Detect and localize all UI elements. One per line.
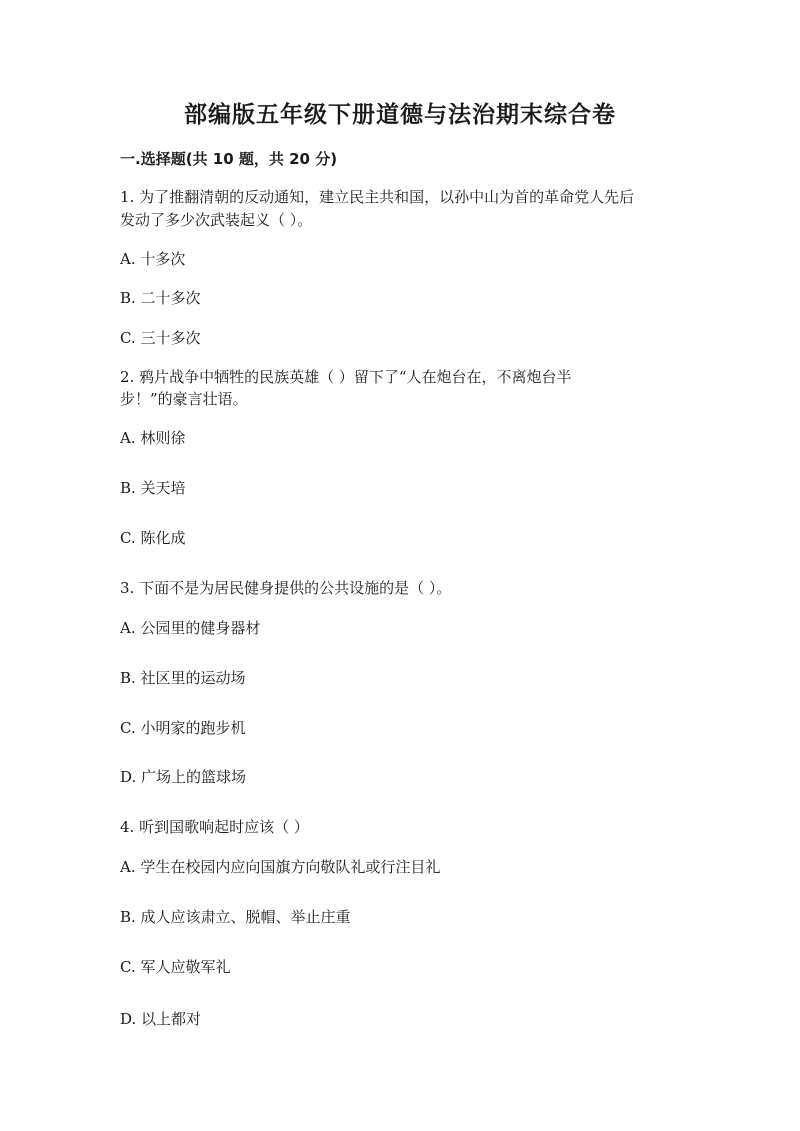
- question-4-option-a: A. 学生在校园内应向国旗方向敬队礼或行注目礼: [120, 858, 441, 876]
- question-1-option-b: B. 二十多次: [120, 289, 201, 307]
- question-4-option-b: B. 成人应该肃立、脱帽、举止庄重: [120, 908, 351, 926]
- question-1-stem-line-1: 1. 为了推翻清朝的反动通知，建立民主共和国，以孙中山为首的革命党人先后: [120, 188, 635, 206]
- question-2-option-b: B. 关天培: [120, 479, 186, 497]
- question-4-option-d: D. 以上都对: [120, 1010, 202, 1028]
- question-3-option-d: D. 广场上的篮球场: [120, 768, 247, 786]
- section-heading: 一.选择题(共 10 题，共 20 分): [120, 150, 338, 168]
- question-1-stem-line-2: 发动了多少次武装起义（ ）。: [120, 211, 313, 229]
- question-1-option-c: C. 三十多次: [120, 329, 201, 347]
- question-2-option-c: C. 陈化成: [120, 529, 186, 547]
- question-2-stem-line-2: 步！”的豪言壮语。: [120, 390, 248, 408]
- question-3-option-c: C. 小明家的跑步机: [120, 719, 246, 737]
- question-2-stem-line-1: 2. 鸦片战争中牺牲的民族英雄（ ）留下了“人在炮台在，不离炮台半: [120, 368, 572, 386]
- question-2-option-a: A. 林则徐: [120, 429, 186, 447]
- question-4-stem: 4. 听到国歌响起时应该（ ）: [120, 818, 309, 836]
- question-1-option-a: A. 十多次: [120, 250, 186, 268]
- question-3-option-a: A. 公园里的健身器材: [120, 619, 261, 637]
- question-3-stem: 3. 下面不是为居民健身提供的公共设施的是（ ）。: [120, 579, 452, 597]
- question-4-option-c: C. 军人应敬军礼: [120, 958, 231, 976]
- exam-title: 部编版五年级下册道德与法治期末综合卷: [184, 102, 616, 128]
- question-3-option-b: B. 社区里的运动场: [120, 669, 246, 687]
